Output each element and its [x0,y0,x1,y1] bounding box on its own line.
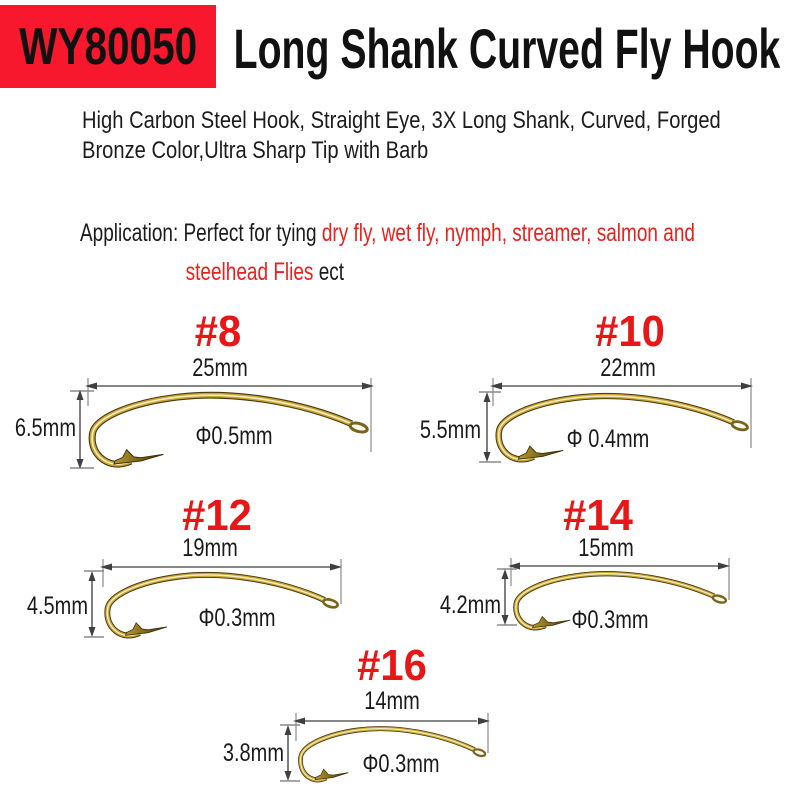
hook-length-label-8: 25mm [192,354,248,382]
hook-diameter-label-10: Φ 0.4mm [566,425,650,453]
application-label: Application: Perfect for tying [80,219,317,247]
hook-size-label-8: #8 [194,307,242,356]
hook-length-label-14: 15mm [578,534,634,562]
hook-height-label-14: 4.2mm [439,591,501,619]
hook-size-label-14: #14 [563,491,633,540]
hook-diameter-label-12: Φ0.3mm [198,604,276,632]
application-highlight-1: dry fly, wet fly, nymph, streamer, salmon and [321,219,695,247]
product-title: Long Shank Curved Fly Hook [233,17,781,80]
hook-height-label-12: 4.5mm [26,592,88,620]
description-line-2: Bronze Color,Ultra Sharp Tip with Barb [82,137,429,164]
hook-height-label-8: 6.5mm [14,414,76,442]
hook-size-label-10: #10 [595,307,665,356]
hook-diameter-label-14: Φ0.3mm [571,606,649,634]
hook-length-label-10: 22mm [600,354,656,382]
product-code: WY80050 [18,17,198,76]
application-suffix: ect [318,258,345,286]
description-line-1: High Carbon Steel Hook, Straight Eye, 3X Long Shank, Curved, Forged [82,107,721,134]
hook-length-label-16: 14mm [364,687,420,715]
hook-size-label-16: #16 [357,641,427,690]
application-highlight-2: steelhead Flies [185,258,314,286]
hook-length-label-12: 19mm [182,534,238,562]
hook-height-label-16: 3.8mm [222,739,284,767]
hook-diameter-label-8: Φ0.5mm [195,422,273,450]
hook-height-label-10: 5.5mm [419,416,481,444]
hook-size-label-12: #12 [182,491,252,540]
hook-diameter-label-16: Φ0.3mm [362,750,440,778]
